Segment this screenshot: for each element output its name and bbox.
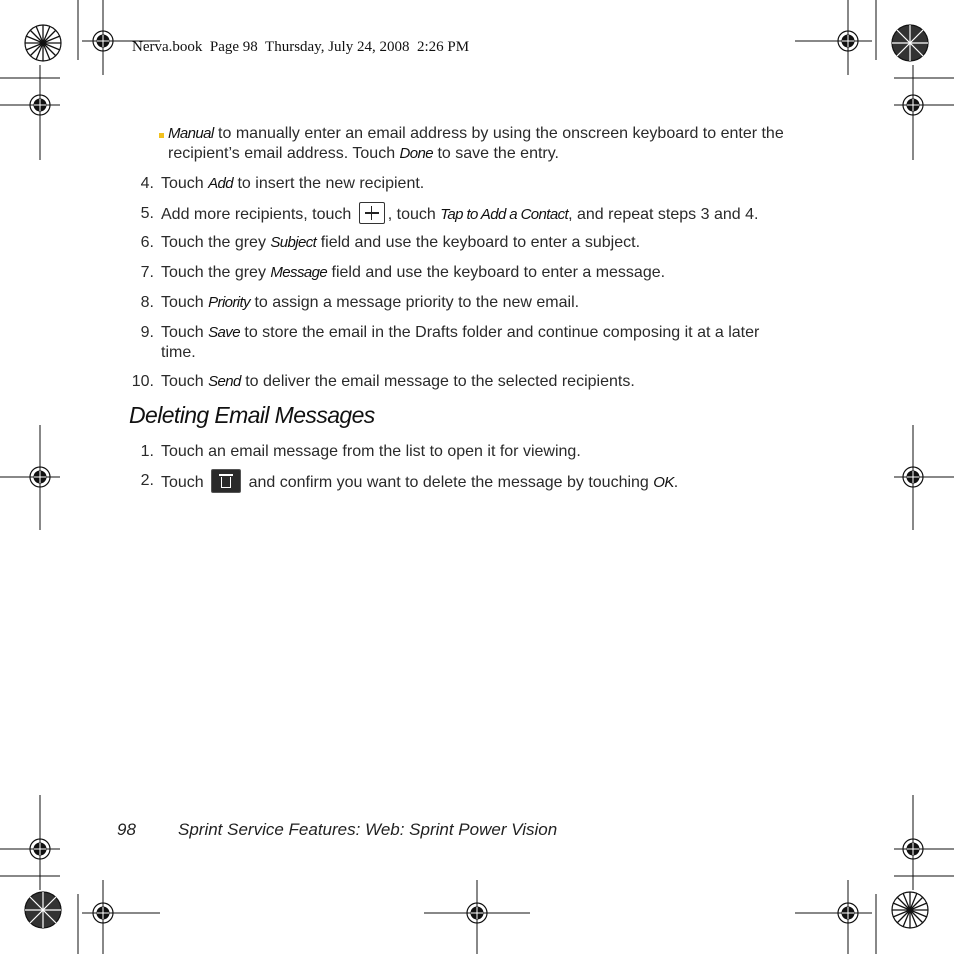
sub-bullet-line-2: recipient’s email address. Touch Done to save the entry. bbox=[168, 145, 559, 162]
step-4: Touch Add to insert the new recipient. bbox=[161, 175, 425, 192]
step-7: Touch the grey Message field and use the keyboard to enter a message. bbox=[161, 264, 666, 281]
ui-term: Done bbox=[399, 145, 433, 162]
step-5: Add more recipients, touch , touch Tap to Add a Contact, and repeat steps 3 and 4. bbox=[161, 204, 758, 226]
step-number: 9. bbox=[140, 324, 154, 341]
plus-icon bbox=[359, 202, 385, 224]
step-number: 4. bbox=[140, 175, 154, 192]
step-number: 10. bbox=[131, 373, 154, 390]
step-10: Touch Send to deliver the email message to the selected recipients. bbox=[161, 373, 635, 390]
delete-step-2: Touch and confirm you want to delete the message by touching OK. bbox=[161, 471, 678, 495]
step-9-continued: time. bbox=[161, 344, 196, 361]
step-number: 2. bbox=[140, 472, 154, 489]
ui-term: Manual bbox=[168, 125, 214, 142]
step-9: Touch Save to store the email in the Drafts folder and continue composing it at a later bbox=[161, 324, 760, 341]
step-6: Touch the grey Subject field and use the keyboard to enter a subject. bbox=[161, 234, 641, 251]
sub-bullet-line-1: Manual to manually enter an email address by using the onscreen keyboard to enter the bbox=[168, 125, 784, 142]
section-heading: Deleting Email Messages bbox=[129, 402, 375, 428]
step-number: 1. bbox=[140, 443, 154, 460]
print-header: Nerva.book Page 98 Thursday, July 24, 2008 2:26 PM bbox=[132, 39, 470, 55]
step-number: 6. bbox=[140, 234, 154, 251]
step-number: 5. bbox=[140, 205, 154, 222]
delete-step-1: Touch an email message from the list to open it for viewing. bbox=[161, 443, 581, 460]
trash-icon bbox=[211, 469, 241, 493]
bullet-marker bbox=[159, 133, 164, 138]
step-number: 8. bbox=[140, 294, 154, 311]
step-number: 7. bbox=[140, 264, 154, 281]
running-footer: Sprint Service Features: Web: Sprint Power Vision bbox=[178, 820, 558, 839]
page-number: 98 bbox=[117, 820, 136, 839]
starburst-mark bbox=[25, 25, 61, 61]
step-8: Touch Priority to assign a message priority to the new email. bbox=[161, 294, 580, 311]
